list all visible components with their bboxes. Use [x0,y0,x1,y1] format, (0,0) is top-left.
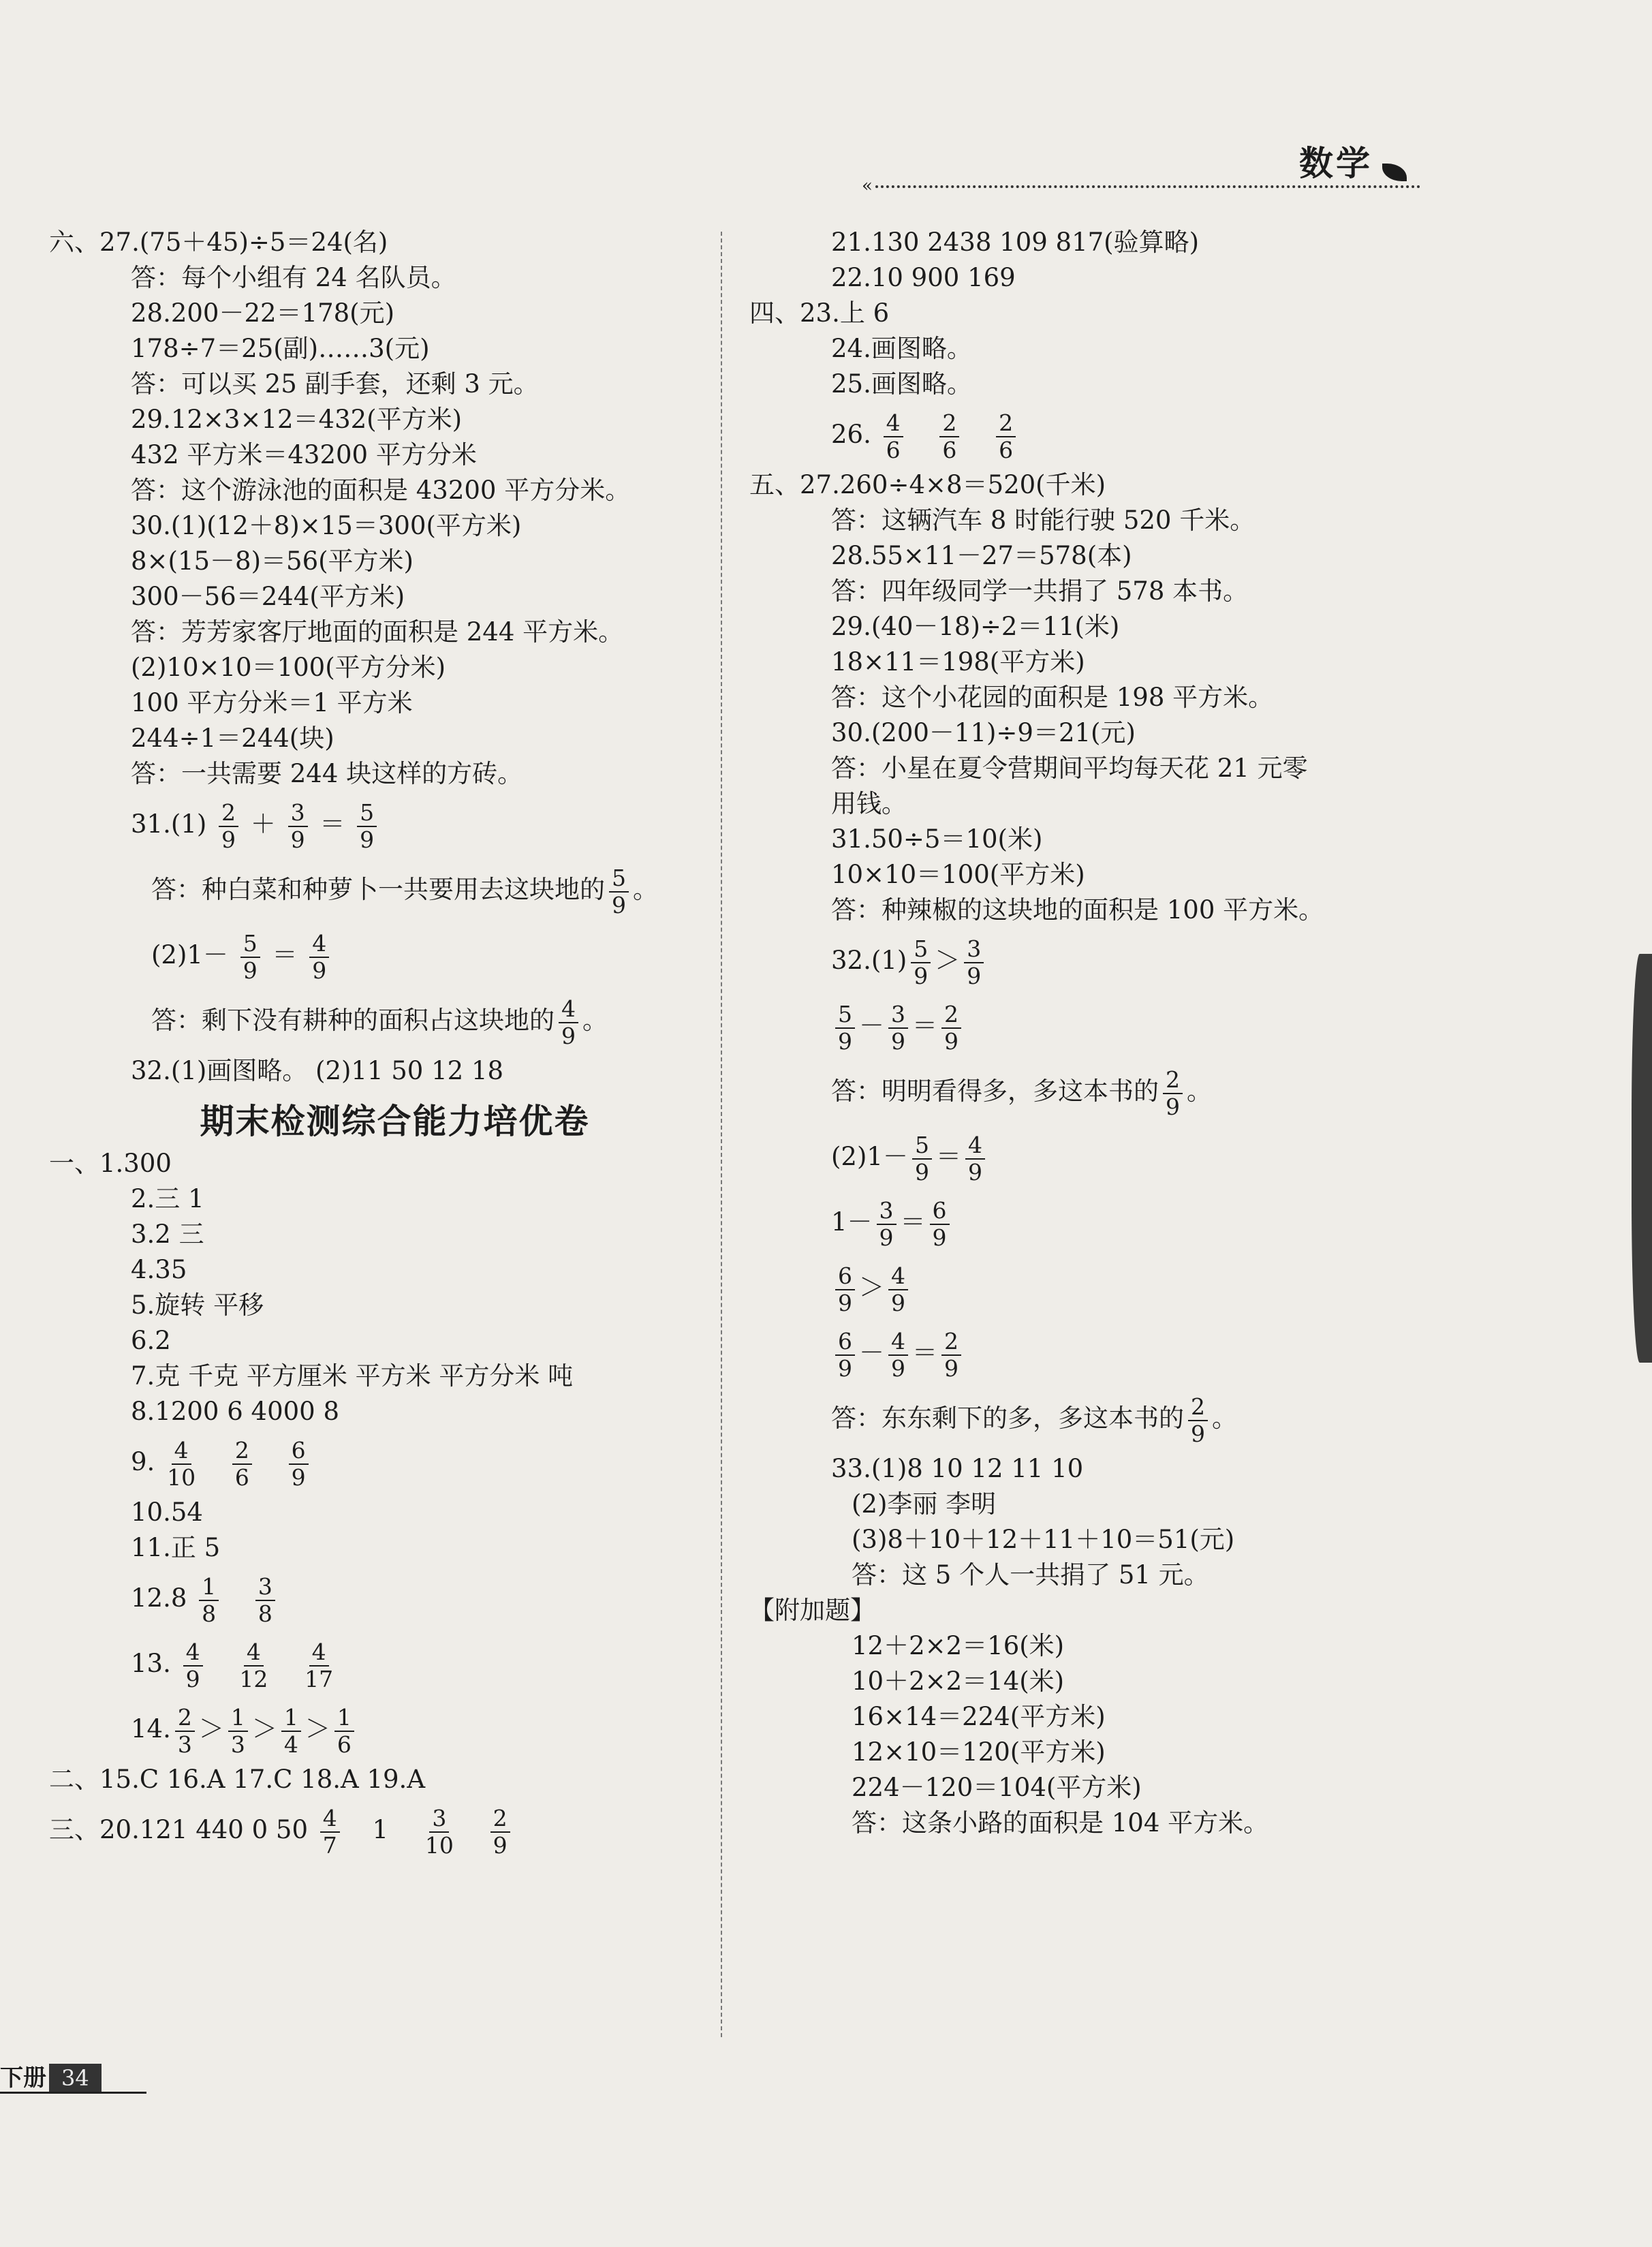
answer-line: 六、27.(75＋45)÷5＝24(名) [49,228,388,257]
answer-line [749,1124,1431,1190]
answer-line: 答：这个游泳池的面积是 43200 平方分米。 [131,476,631,505]
answer-line: 12×10＝120(平方米) [852,1737,1106,1767]
fraction [888,1329,908,1382]
denominator: 9 [221,826,236,853]
answer-line: 10＋2×2＝14(米) [852,1667,1065,1696]
numerator: 5 [911,936,931,963]
denominator: 4 [283,1731,298,1758]
answer-line: 32.(1)画图略。 (2)11 50 12 18 [131,1056,504,1085]
numerator: 3 [964,936,984,963]
leaf-icon [1382,164,1407,181]
fraction [911,936,931,989]
numerator: 3 [877,1198,897,1225]
fraction [888,1002,908,1055]
answer-line: 8.1200 6 4000 8 [131,1397,339,1426]
answer-line [49,1696,700,1762]
answer-line: 29.12×3×12＝432(平方米) [131,405,463,434]
denominator: 9 [891,1289,905,1316]
fraction [240,931,260,984]
numerator: 1 [228,1705,248,1732]
section-title: 期末检测综合能力培优卷 [200,1102,590,1141]
period: 。 [1212,1404,1237,1433]
answer-text: 32.(1) [831,946,907,975]
numerator: 4 [309,931,329,958]
fraction [255,1574,275,1627]
denominator: 9 [967,962,982,989]
numerator: 2 [1163,1067,1183,1094]
bonus-heading: 【附加题】 [749,1596,875,1625]
denominator: 6 [999,436,1014,463]
denominator: 12 [239,1665,268,1692]
denominator: 6 [234,1463,249,1491]
answer-line: 18×11＝198(平方米) [831,647,1085,677]
denominator: 6 [886,436,901,463]
fraction [1188,1394,1208,1447]
answer-line: 4.35 [131,1255,187,1284]
denominator: 8 [202,1600,217,1627]
fraction [964,936,984,989]
fraction [888,1263,908,1316]
numerator: 4 [320,1806,340,1833]
numerator: 5 [240,931,260,958]
subject-title: 数学 [1299,144,1373,183]
fraction [288,800,308,853]
answer-text: 三、20.121 440 0 50 [49,1815,308,1844]
fraction [232,1438,252,1491]
answer-line [49,988,700,1053]
denominator: 9 [291,1463,306,1491]
denominator: 6 [942,436,957,463]
answer-line: 300－56＝244(平方米) [131,582,405,611]
answer-line: 30.(200－11)÷9＝21(元) [831,718,1136,747]
denominator: 9 [243,957,258,984]
column-divider [721,232,722,2037]
answer-line: 用钱。 [831,789,907,818]
numerator: 2 [175,1705,195,1732]
answer-line [49,1429,700,1495]
fraction [939,410,959,463]
numerator: 2 [232,1438,252,1465]
period: 。 [633,875,658,904]
answer-line [749,928,1431,993]
answer-line [49,1797,700,1863]
answer-line: 31.50÷5＝10(米) [831,824,1043,854]
answer-text: (2)1－ [831,1142,908,1171]
numerator: 4 [884,410,903,437]
answer-line: 244÷1＝244(块) [131,724,334,753]
numerator: 5 [912,1132,932,1160]
numerator: 3 [288,800,308,827]
answer-line [749,1190,1431,1255]
denominator: 9 [493,1831,508,1859]
answer-line [749,1255,1431,1320]
answer-line: 答：这个小花园的面积是 198 平方米。 [831,683,1274,712]
fraction [609,865,629,918]
numerator: 2 [490,1806,510,1833]
greater-than-sign: ＞ [198,1714,224,1744]
plus-sign: ＋ [250,809,276,839]
numerator: 6 [835,1329,855,1356]
volume-label: 下册 [0,2064,46,2092]
page-number: 34 [49,2064,102,2092]
double-arrow-icon: « [862,176,873,196]
numerator: 4 [559,996,578,1023]
answer-line: 29.(40－18)÷2＝11(米) [831,612,1120,641]
fraction [228,1705,248,1758]
answer-line [749,1059,1431,1124]
fraction [281,1705,301,1758]
numerator: 1 [281,1705,301,1732]
answer-text: (2)1－ [151,940,228,970]
numerator: 5 [835,1002,855,1029]
denominator: 9 [838,1354,852,1382]
answer-line: 答：四年级同学一共捐了 578 本书。 [831,576,1249,606]
numerator: 4 [172,1438,191,1465]
denominator: 9 [944,1354,959,1382]
denominator: 9 [967,1158,982,1186]
fraction [559,996,578,1049]
answer-line: 10×10＝100(平方米) [831,860,1085,889]
answer-line: 五、27.260÷4×8＝520(千米) [749,470,1106,499]
answer-line: 100 平方分米＝1 平方米 [131,688,413,717]
numerator: 4 [888,1329,908,1356]
answer-line [49,857,700,923]
denominator: 7 [322,1831,337,1859]
answer-line: 答：一共需要 244 块这样的方砖。 [131,759,523,788]
answer-line: 16×14＝224(平方米) [852,1702,1106,1731]
answer-line: 答：每个小组有 24 名队员。 [131,263,456,292]
answer-text: 1－ [831,1207,873,1237]
numerator: 2 [219,800,238,827]
denominator: 9 [360,826,375,853]
answer-line: 24.画图略。 [831,334,972,363]
answer-text: 26. [831,420,871,449]
answer-line: 答：芳芳家客厅地面的面积是 244 平方米。 [131,617,624,647]
answer-text: 14. [131,1714,171,1744]
numerator: 5 [609,865,629,893]
fraction [941,1002,961,1055]
fraction [320,1806,340,1859]
equals-sign: ＝ [935,1142,961,1171]
answer-text: 31.(1) [131,809,207,839]
denominator: 9 [891,1354,905,1382]
numerator: 5 [357,800,377,827]
numerator: 4 [244,1639,264,1667]
denominator: 10 [424,1831,454,1859]
numerator: 3 [429,1806,449,1833]
fraction [1163,1067,1183,1120]
answer-line: 5.旋转 平移 [131,1290,264,1320]
numerator: 2 [996,410,1016,437]
fraction [965,1132,985,1186]
answer-text: 答：东东剩下的多，多这本书的 [831,1404,1184,1433]
answer-line: 答：种辣椒的这块地的面积是 100 平方米。 [831,895,1324,925]
answer-line: 432 平方米＝43200 平方分米 [131,440,477,469]
fraction [877,1198,897,1251]
answer-text: 答：种白菜和种萝卜一共要用去这块地的 [151,875,605,904]
footer-rule [0,2092,146,2094]
answer-line: 答：这辆汽车 8 时能行驶 520 千米。 [831,506,1256,535]
answer-line [749,1320,1431,1386]
answer-line: 四、23.上 6 [749,298,890,328]
numerator: 2 [1188,1394,1208,1421]
numerator: 1 [334,1705,354,1732]
denominator: 9 [944,1027,959,1055]
answer-line: 7.克 千克 平方厘米 平方米 平方分米 吨 [131,1361,574,1391]
denominator: 9 [1191,1420,1205,1447]
denominator: 9 [838,1027,852,1055]
fraction [239,1639,268,1692]
denominator: 8 [258,1600,272,1627]
answer-line: 8×(15－8)＝56(平方米) [131,546,414,576]
fraction [357,800,377,853]
fraction [309,931,329,984]
numerator: 2 [941,1002,961,1029]
numerator: 2 [941,1329,961,1356]
answer-line: 二、15.C 16.A 17.C 18.A 19.A [49,1765,426,1794]
answer-text: 12.8 [131,1583,187,1613]
numerator: 6 [930,1198,950,1225]
answer-text: 9. [131,1447,155,1476]
answer-line: 一、1.300 [49,1149,172,1178]
answer-line: 28.200－22＝178(元) [131,298,395,328]
answer-line: 22.10 900 169 [831,263,1016,292]
fraction [835,1329,855,1382]
minus-sign: － [859,1338,884,1367]
answer-line: 30.(1)(12＋8)×15＝300(平方米) [131,511,522,540]
fraction [835,1002,855,1055]
right-column [749,225,1431,1841]
answer-line: 11.正 5 [131,1533,221,1562]
fraction [490,1806,510,1859]
greater-than-sign: ＞ [305,1714,330,1744]
fraction [175,1705,195,1758]
fraction [289,1438,309,1491]
equals-sign: ＝ [272,940,298,970]
page-header [1299,136,1407,185]
answer-line [49,1631,700,1696]
denominator: 9 [879,1224,894,1251]
answer-line: 178÷7＝25(副)……3(元) [131,334,430,363]
equals-sign: ＝ [900,1207,926,1237]
answer-text: 答：明明看得多，多这本书的 [831,1076,1159,1106]
answer-line: (2)李丽 李明 [852,1489,997,1519]
denominator: 9 [290,826,305,853]
header-dotted-rule [875,185,1420,188]
denominator: 9 [1166,1093,1180,1120]
scan-edge-shadow [1632,954,1652,1363]
answer-line: 224－120＝104(平方米) [852,1773,1142,1802]
greater-than-sign: ＞ [251,1714,277,1744]
fraction [884,410,903,463]
greater-than-sign: ＞ [935,946,961,975]
answer-line [749,993,1431,1059]
answer-line: 2.三 1 [131,1184,204,1213]
denominator: 9 [932,1224,947,1251]
fraction [941,1329,961,1382]
denominator: 17 [305,1665,334,1692]
equals-sign: ＝ [912,1011,937,1040]
denominator: 10 [167,1463,196,1491]
answer-line: (3)8＋10＋12＋11＋10＝51(元) [852,1525,1235,1554]
answer-line: 答：小星在夏令营期间平均每天花 21 元零 [831,754,1308,783]
fraction [912,1132,932,1186]
denominator: 9 [838,1289,852,1316]
numerator: 3 [255,1574,275,1601]
denominator: 9 [914,1158,929,1186]
fraction [167,1438,196,1491]
answer-line: 3.2 三 [131,1220,204,1249]
left-column [49,225,700,1863]
numerator: 4 [888,1263,908,1290]
fraction [305,1639,333,1692]
numerator: 1 [199,1574,219,1601]
answer-line [749,402,1431,467]
numerator: 4 [309,1639,329,1667]
denominator: 9 [561,1022,576,1049]
denominator: 9 [312,957,327,984]
numerator: 4 [183,1639,203,1667]
answer-line: 21.130 2438 109 817(验算略) [831,228,1200,257]
answer-line: 答：这 5 个人一共捐了 51 元。 [852,1560,1209,1590]
minus-sign: － [859,1011,884,1040]
answer-line: 10.54 [131,1498,203,1527]
denominator: 9 [914,962,929,989]
equals-sign: ＝ [320,809,345,839]
fraction [183,1639,203,1692]
fraction [835,1263,855,1316]
fraction [930,1198,950,1251]
fraction [334,1705,354,1758]
answer-line [49,923,700,988]
answer-text: 答：剩下没有耕种的面积占这块地的 [151,1006,555,1035]
period: 。 [1187,1076,1212,1106]
fraction [425,1806,454,1859]
answer-line: 25.画图略。 [831,369,972,399]
numerator: 4 [965,1132,985,1160]
answer-line: 33.(1)8 10 12 11 10 [831,1454,1084,1483]
denominator: 9 [185,1665,200,1692]
numerator: 6 [289,1438,309,1465]
answer-line: 28.55×11－27＝578(本) [831,541,1132,570]
answer-line: 6.2 [131,1326,171,1355]
answer-line: (2)10×10＝100(平方分米) [131,653,446,682]
denominator: 9 [891,1027,905,1055]
fraction [219,800,238,853]
page-footer [0,2059,102,2092]
denominator: 6 [337,1731,352,1758]
period: 。 [582,1006,608,1035]
numerator: 2 [939,410,959,437]
answer-text: 1 [372,1815,389,1844]
fraction [199,1574,219,1627]
answer-line: 答：可以买 25 副手套，还剩 3 元。 [131,369,539,399]
equals-sign: ＝ [912,1338,937,1367]
answer-line [749,1386,1431,1451]
answer-line-q31 [49,792,700,857]
fraction [996,410,1016,463]
answer-line: 12＋2×2＝16(米) [852,1631,1065,1660]
answer-line: 答：这条小路的面积是 104 平方米。 [852,1808,1269,1838]
numerator: 3 [888,1002,908,1029]
denominator: 9 [612,891,626,918]
answer-line [49,1566,700,1631]
answer-text: 13. [131,1649,171,1678]
denominator: 3 [177,1731,192,1758]
greater-than-sign: ＞ [859,1273,884,1302]
numerator: 6 [835,1263,855,1290]
denominator: 3 [230,1731,245,1758]
